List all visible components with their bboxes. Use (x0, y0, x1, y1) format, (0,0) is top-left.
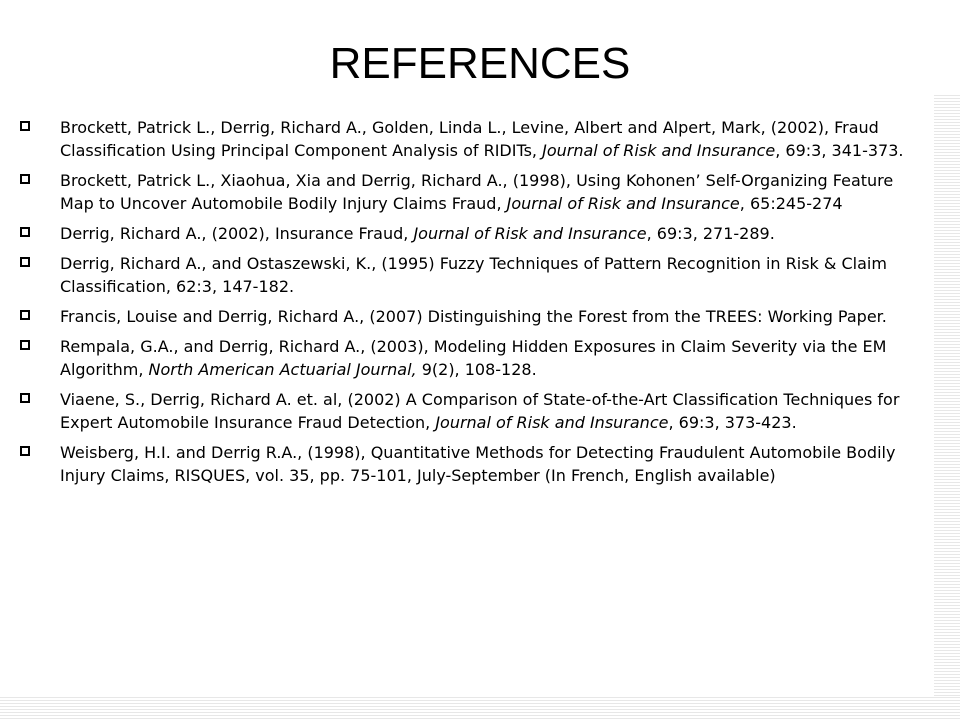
journal-name: Journal of Risk and Insurance (506, 194, 740, 213)
decorative-stripe-bottom (0, 697, 960, 720)
square-bullet-icon (20, 174, 30, 184)
square-bullet-icon (20, 257, 30, 267)
decorative-stripe-right (934, 95, 960, 697)
reference-text: Rempala, G.A., and Derrig, Richard A., (2003), Modeling Hidden Exposures in Claim Severity via the EM Algorithm, North American Actuarial Journal, 9(2), 108-128. (60, 337, 887, 379)
square-bullet-icon (20, 227, 30, 237)
reference-text: Derrig, Richard A., (2002), Insurance Fraud, Journal of Risk and Insurance, 69:3, 271-289. (60, 224, 775, 243)
square-bullet-icon (20, 393, 30, 403)
square-bullet-icon (20, 121, 30, 131)
journal-name: Journal of Risk and Insurance (542, 141, 776, 160)
reference-text: Derrig, Richard A., and Ostaszewski, K., (1995) Fuzzy Techniques of Pattern Recognition in Risk & Claim Classification, 62:3, 147-182. (60, 254, 887, 296)
reference-item (20, 252, 920, 298)
reference-item (20, 388, 920, 434)
reference-text: Brockett, Patrick L., Xiaohua, Xia and Derrig, Richard A., (1998), Using Kohonen’ Self-Organizing Feature Map to Uncover Automobile Bodily Injury Claims Fraud, Journal of Risk and Insurance, 65:245-274 (60, 171, 894, 213)
journal-name: North American Actuarial Journal, (148, 360, 417, 379)
reference-item (20, 169, 920, 215)
reference-text: Brockett, Patrick L., Derrig, Richard A., Golden, Linda L., Levine, Albert and Alpert, Mark, (2002), Fraud Classification Using Principal Component Analysis of RIDITs, Journal of Risk and Insurance, 69:3, 341-373. (60, 118, 904, 160)
reference-list (20, 116, 920, 494)
square-bullet-icon (20, 340, 30, 350)
square-bullet-icon (20, 446, 30, 456)
journal-name: Journal of Risk and Insurance (435, 413, 669, 432)
reference-item (20, 222, 920, 245)
reference-item (20, 335, 920, 381)
slide-title: REFERENCES (329, 39, 631, 88)
reference-item (20, 116, 920, 162)
reference-item (20, 305, 920, 328)
reference-text: Francis, Louise and Derrig, Richard A., (2007) Distinguishing the Forest from the TREES: Working Paper. (60, 307, 887, 326)
square-bullet-icon (20, 310, 30, 320)
reference-text: Viaene, S., Derrig, Richard A. et. al, (2002) A Comparison of State-of-the-Art Classification Techniques for Expert Automobile Insurance Fraud Detection, Journal of Risk and Insurance, 69:3, 373-423. (60, 390, 900, 432)
reference-text: Weisberg, H.I. and Derrig R.A., (1998), Quantitative Methods for Detecting Fraudulent Automobile Bodily Injury Claims, RISQUES, vol. 35, pp. 75-101, July-September (In French, English available) (60, 443, 896, 485)
journal-name: Journal of Risk and Insurance (413, 224, 647, 243)
reference-item (20, 441, 920, 487)
